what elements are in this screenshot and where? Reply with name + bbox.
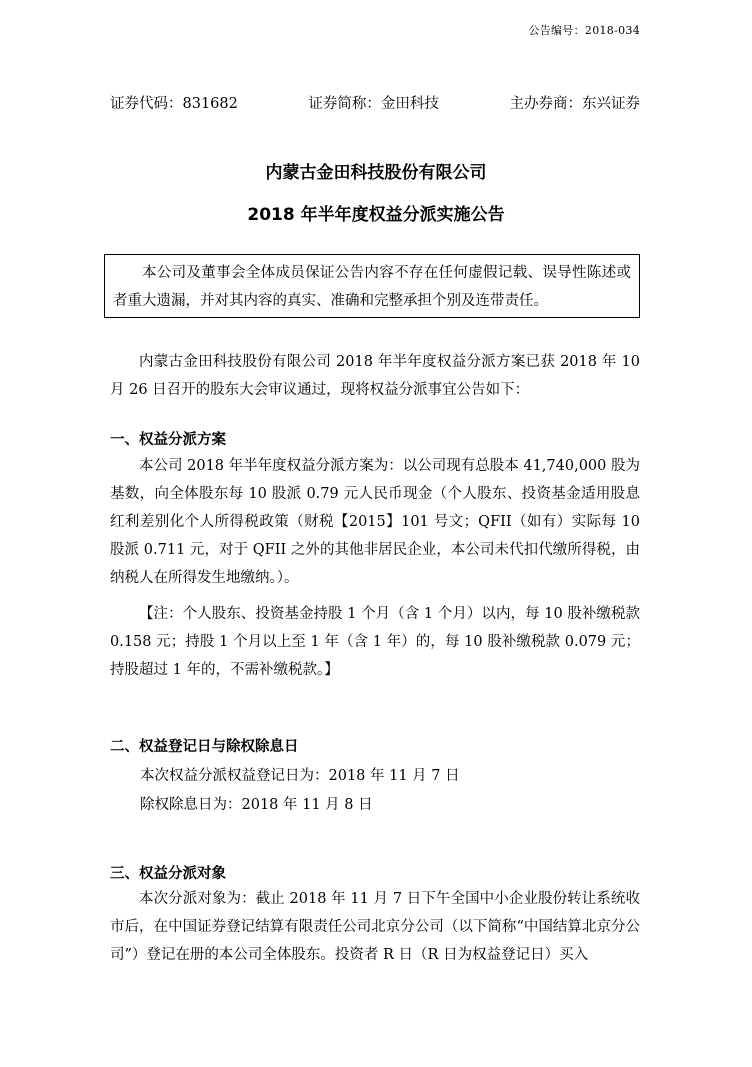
section-2-heading: 二、权益登记日与除权除息日 <box>110 739 299 755</box>
security-code: 证券代码：831682 <box>110 96 238 112</box>
company-title: 内蒙古金田科技股份有限公司 <box>265 163 487 183</box>
section-3-paragraph: 本次分派对象为：截止 2018 年 11 月 7 日下午全国中小企业股份转让系统收市后，在中国证券登记结算有限责任公司北京分公司（以下简称“中国结算北京分公司”）登记在册的本公司全体股东。投资者 R 日（R 日为权益登记日）买入 <box>110 891 640 963</box>
section-3-heading: 三、权益分派对象 <box>110 866 226 882</box>
intro-paragraph: 内蒙古金田科技股份有限公司 2018 年半年度权益分派方案已获 2018 年 10 月 26 日召开的股东大会审议通过，现将权益分派事宜公告如下： <box>110 354 640 398</box>
security-short-name: 证券简称：金田科技 <box>308 96 439 112</box>
securities-info-row <box>110 92 640 113</box>
announcement-number: 公告编号：2018-034 <box>528 24 640 37</box>
board-guarantee-notice: 本公司及董事会全体成员保证公告内容不存在任何虚假记载、误导性陈述或者重大遗漏，并对其内容的真实、准确和完整承担个别及连带责任。 <box>104 254 640 318</box>
ex-dividend-date: 除权除息日为：2018 年 11 月 8 日 <box>140 797 373 813</box>
record-date: 本次权益分派权益登记日为：2018 年 11 月 7 日 <box>140 768 460 784</box>
section-1-note: 【注：个人股东、投资基金持股 1 个月（含 1 个月）以内，每 10 股补缴税款 0.158 元；持股 1 个月以上至 1 年（含 1 年）的，每 10 股补缴税款 0.079 元；持股超过 1 年的，不需补缴税款。】 <box>110 606 640 678</box>
document-title: 2018 年半年度权益分派实施公告 <box>247 205 505 225</box>
section-1-heading: 一、权益分派方案 <box>110 432 226 448</box>
section-1-paragraph: 本公司 2018 年半年度权益分派方案为：以公司现有总股本 41,740,000 股为基数，向全体股东每 10 股派 0.79 元人民币现金（个人股东、投资基金适用股息红利差别化个人所得税政策（财税【2015】101 号文；QFII（如有）实际每 10 股派 0.711 元，对于 QFII 之外的其他非居民企业，本公司未代扣代缴所得税，由纳税人在所得发生地缴纳。）。 <box>110 458 640 586</box>
sponsor-broker: 主办券商：东兴证券 <box>509 96 640 112</box>
